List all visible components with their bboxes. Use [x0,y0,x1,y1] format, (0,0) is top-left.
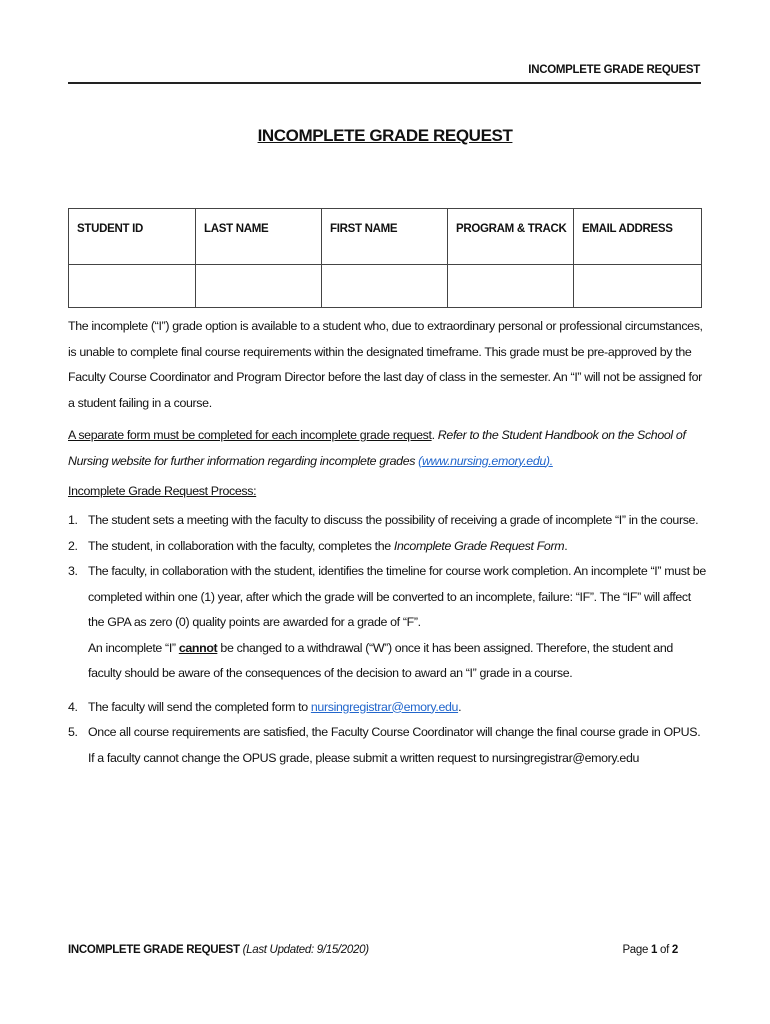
email-address-cell[interactable] [574,265,702,308]
notice-link-close: ). [545,453,553,468]
step-note [88,636,708,687]
step-text-end: . [458,699,462,714]
nursing-website-link[interactable]: www.nursing.emory.edu [421,453,546,468]
registrar-email-link[interactable]: nursingregistrar@emory.edu [310,699,459,714]
list-item [68,534,708,560]
column-header-student-id: STUDENT ID [69,209,196,265]
table-row [69,265,702,308]
notice-italic: Refer to the Student Handbook on the School of Nursing website for further information regarding incomplete grades [68,428,686,468]
step-text: The faculty, in collaboration with the student, identifies the timeline for course work completion. An incomplete “I” must be completed within one (1) year, after which the grade will be converted to an incomplete, failure: “IF”. The “IF” will affect the GPA as zero (0) quality points are awarded for a grade of “F”. [88,564,706,629]
process-steps-list [68,508,708,771]
page-title-text: INCOMPLETE GRADE REQUEST [257,126,513,145]
step-note-start: An incomplete “I” [88,640,179,655]
page-current: 1 [651,944,658,956]
last-name-cell[interactable] [196,265,322,308]
step-text-end: . [564,538,568,553]
page-number [622,944,678,956]
step-note-emphasis: cannot [178,640,218,655]
page-total: 2 [671,944,678,956]
footer-updated: (Last Updated: 9/15/2020) [239,944,369,956]
process-title: Incomplete Grade Request Process: [68,484,257,498]
step-text: The student, in collaboration with the faculty, completes the [88,538,394,553]
list-item [68,695,708,721]
intro-paragraph: The incomplete (“I”) grade option is available to a student who, due to extraordinary personal or professional circumstances, is unable to complete final course requirements within the designated timeframe. This grade must be pre-approved by the Faculty Course Coordinator and Program Director before the last day of class in the semester. An “I” will not be assigned for a student failing in a course. [68,319,703,410]
notice-period: . [431,428,435,442]
step-number: 5. [68,725,78,739]
footer-title-text: INCOMPLETE GRADE REQUEST [68,944,240,956]
step-note-end: be changed to a withdrawal (“W”) once it has been assigned. Therefore, the student and faculty should be aware of the consequences of the decision to award an “I” grade in a course. [88,640,673,680]
step-number: 4. [68,699,78,714]
list-item [68,720,708,771]
running-header: INCOMPLETE GRADE REQUEST [528,64,700,76]
column-header-last-name: LAST NAME [196,209,322,265]
notice-paragraph [68,423,708,474]
step-number: 3. [68,564,78,578]
column-header-first-name: FIRST NAME [322,209,448,265]
student-id-cell[interactable] [69,265,196,308]
first-name-cell[interactable] [322,265,448,308]
list-item [68,559,708,687]
step-number: 2. [68,538,78,553]
notice-link-open: ( [418,453,422,468]
step-text: The student sets a meeting with the faculty to discuss the possibility of receiving a grade of incomplete “I” in the course. [88,513,699,527]
footer-title [68,944,369,956]
header-rule [68,82,701,84]
page-of: of [657,944,672,956]
page-title [0,126,770,146]
column-header-program-track: PROGRAM & TRACK [448,209,574,265]
page-word: Page [622,944,651,956]
form-name: Incomplete Grade Request Form [393,538,565,553]
step-text: Once all course requirements are satisfied, the Faculty Course Coordinator will change the final course grade in OPUS. If a faculty cannot change the OPUS grade, please submit a written request to nursingregistrar@emory.edu [88,725,701,765]
notice-underlined: A separate form must be completed for each incomplete grade request [68,428,432,442]
step-number: 1. [68,513,78,527]
program-track-cell[interactable] [448,265,574,308]
step-text: The faculty will send the completed form to [88,699,311,714]
column-header-email-address: EMAIL ADDRESS [574,209,702,265]
list-item [68,508,708,534]
table-header-row [69,209,702,265]
student-info-table [68,208,702,308]
